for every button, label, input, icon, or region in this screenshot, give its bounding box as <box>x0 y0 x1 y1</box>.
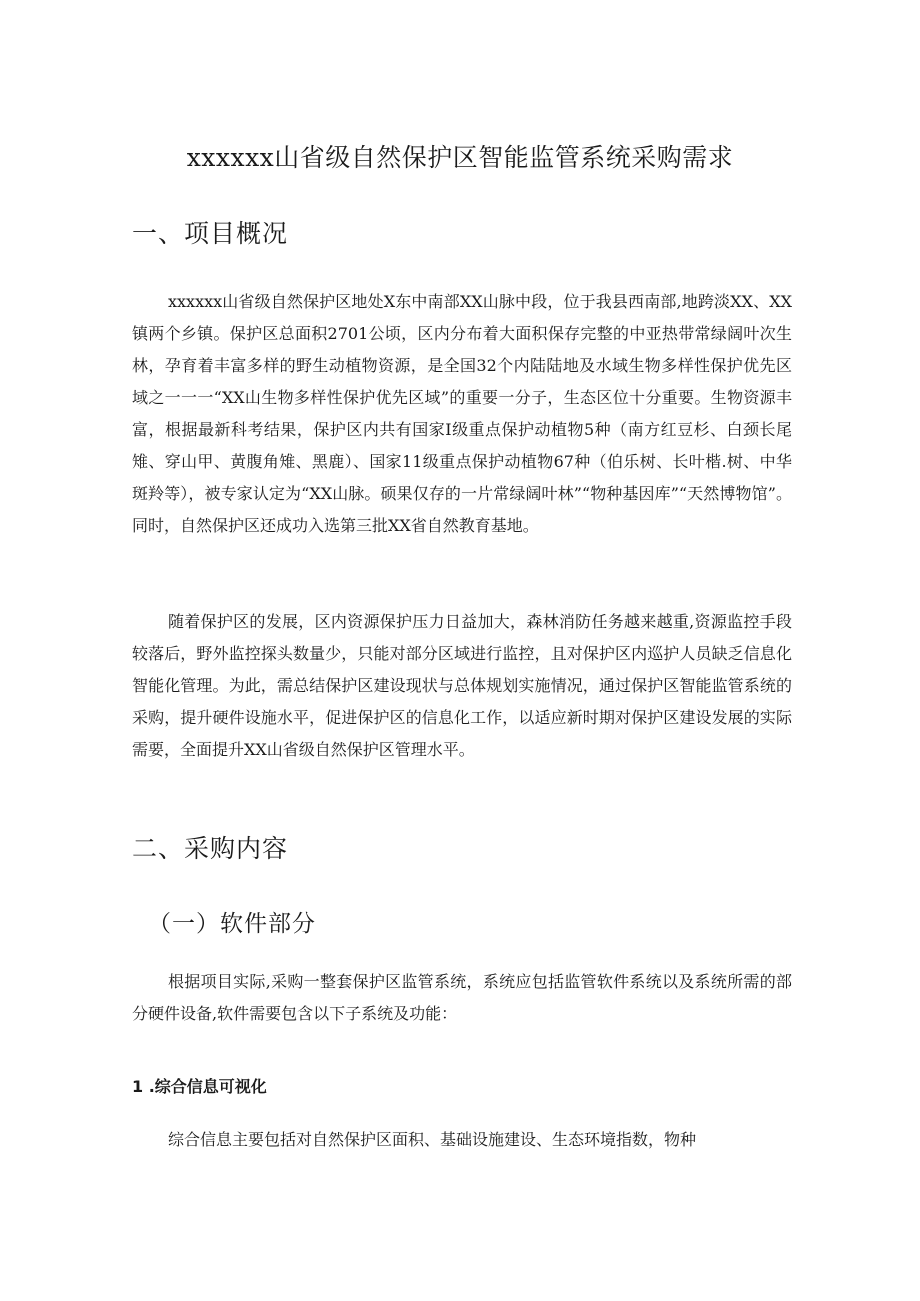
section-heading-project-overview: 一、项目概况 <box>132 219 289 248</box>
overview-paragraph-2: 随着保护区的发展，区内资源保护压力日益加大，森林消防任务越来越重,资源监控手段较落后，野外监控探头数量少，只能对部分区域进行监控，且对保护区内巡护人员缺乏信息化智能化管理。为此，需总结保护区建设现状与总体规划实施情况，通过保护区智能监管系统的采购，提升硬件设施水平，促进保护区的信息化工作，以适应新时期对保护区建设发展的实际需要，全面提升XX山省级自然保护区管理水平。 <box>132 612 792 759</box>
document-title: xxxxxx山省级自然保护区智能监管系统采购需求 <box>186 143 734 172</box>
software-paragraph: 根据项目实际,采购一整套保护区监管系统，系统应包括监管软件系统以及系统所需的部分硬件设备,软件需要包含以下子系统及功能： <box>132 972 792 1023</box>
subsection-heading-software: （一）软件部分 <box>148 911 316 937</box>
info-visualization-paragraph: 综合信息主要包括对自然保护区面积、基础设施建设、生态环境指数，物种 <box>168 1130 697 1149</box>
item-heading-info-visualization: 1 .综合信息可视化 <box>132 1077 267 1096</box>
section-heading-procurement-content: 二、采购内容 <box>132 834 289 863</box>
overview-paragraph-1: xxxxxx山省级自然保护区地处X东中南部XX山脉中段，位于我县西南部,地跨淡XX、XX镇两个乡镇。保护区总面积2701公顷，区内分布着大面积保存完整的中亚热带常绿阔叶次生林，孕育着丰富多样的野生动植物资源，是全国32个内陆陆地及水域生物多样性保护优先区域之一一一“XX山生物多样性保护优先区域”的重要一分子，生态区位十分重要。生物资源丰富，根据最新科考结果，保护区内共有国家I级重点保护动植物5种（南方红豆杉、白颈长尾雉、穿山甲、黄腹角雉、黑鹿）、国家11级重点保护动植物67种（伯乐树、长叶楷.树、中华斑羚等），被专家认定为“XX山脉。硕果仅存的一片常绿阔叶林”“物种基因库”“天然博物馆”。同时，自然保护区还成功入选第三批XX省自然教育基地。 <box>132 292 792 535</box>
